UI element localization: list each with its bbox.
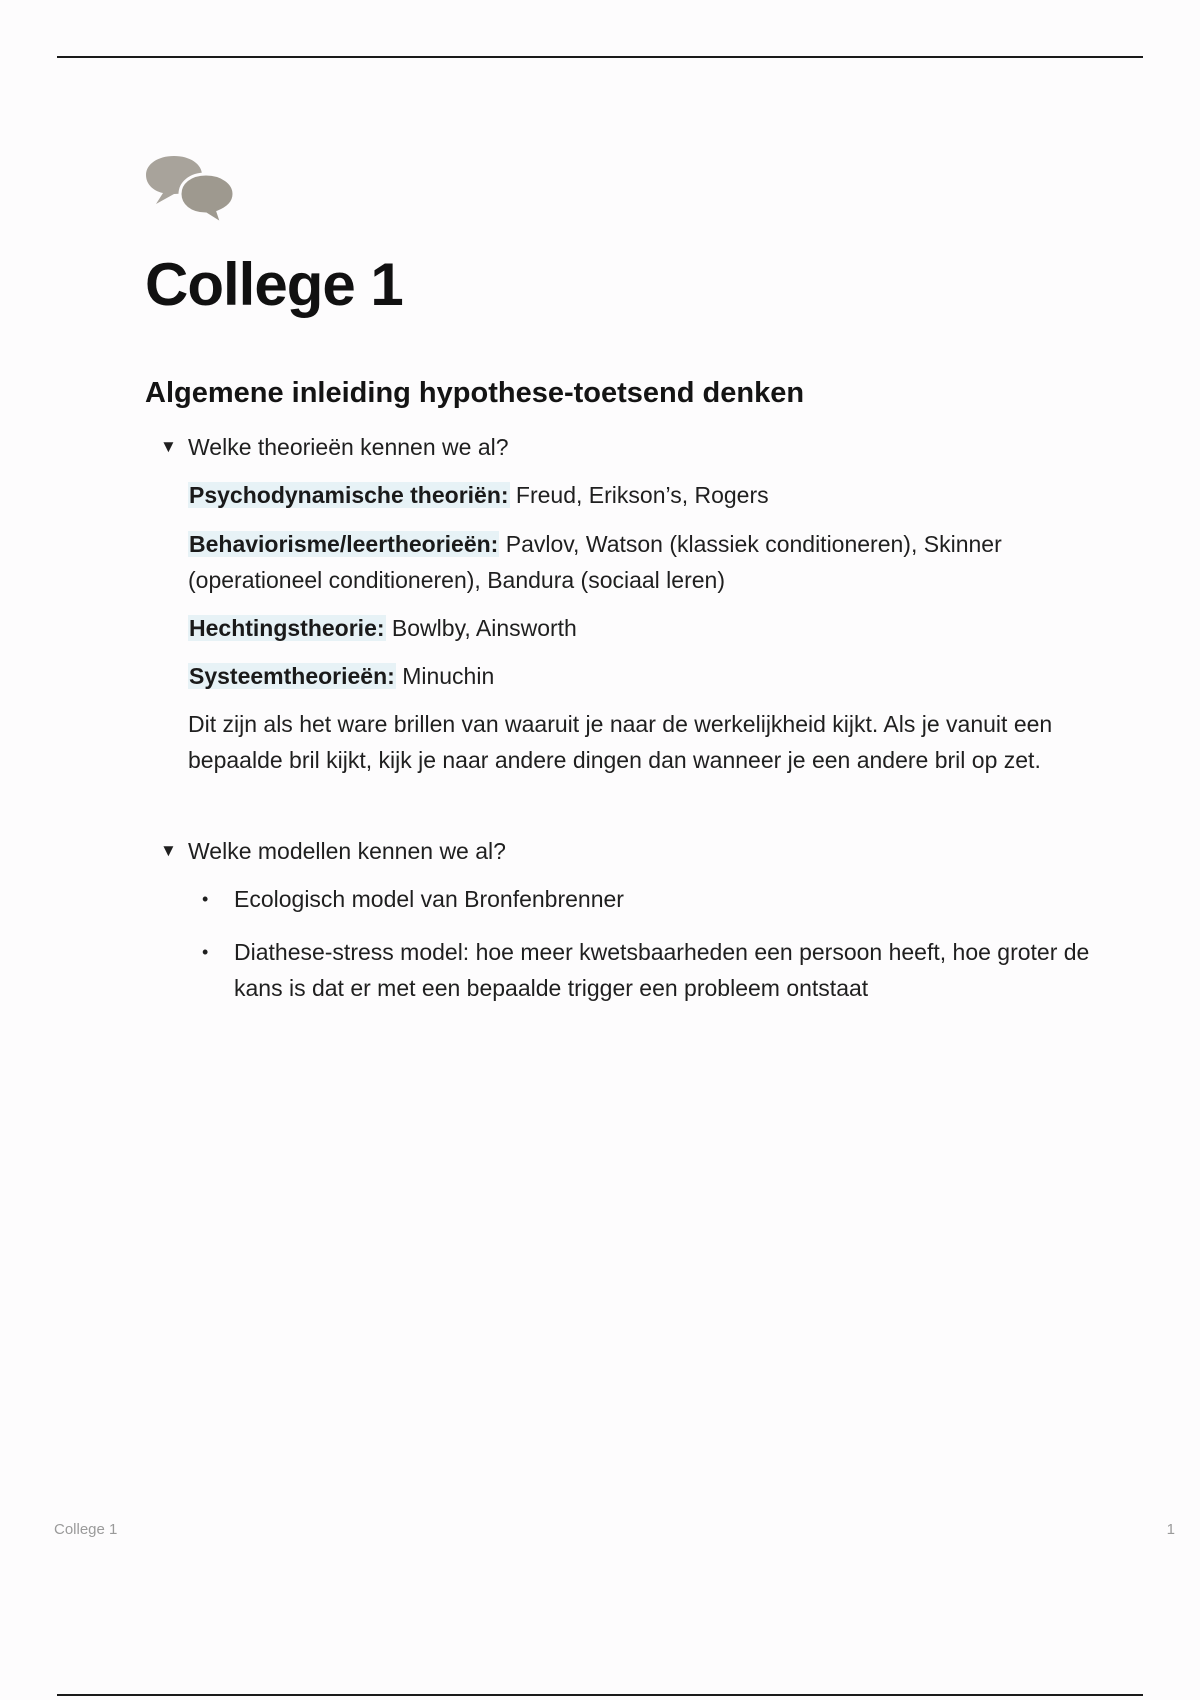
triangle-down-icon[interactable]: ▼	[160, 841, 177, 860]
top-rule	[57, 56, 1143, 58]
theory-term: Hechtingstheorie:	[189, 615, 385, 641]
theory-item	[188, 477, 1118, 513]
section-heading: Algemene inleiding hypothese-toetsend denken	[145, 377, 805, 409]
toggle-label: Welke modellen kennen we al?	[188, 838, 506, 864]
list-item-text: Diathese-stress model: hoe meer kwetsbaarheden een persoon heeft, hoe groter de kans is dat er met een bepaalde trigger een probleem ontstaat	[234, 939, 1090, 1001]
theory-note: Dit zijn als het ware brillen van waaruit je naar de werkelijkheid kijkt. Als je vanuit een bepaalde bril kijkt, kijk je naar andere dingen dan wanneer je een andere bril op zet.	[188, 711, 1053, 773]
list-item	[200, 934, 1100, 1006]
page-number: 1	[1166, 1521, 1175, 1538]
toggle-models[interactable]	[160, 833, 506, 869]
theory-text: Bowlby, Ainsworth	[385, 615, 577, 641]
speech-balloons-icon	[144, 154, 236, 226]
theory-term: Psychodynamische theoriën:	[189, 482, 509, 508]
list-item	[200, 881, 1100, 917]
theory-item	[188, 526, 1118, 598]
theory-text: Minuchin	[395, 663, 495, 689]
theory-item	[188, 658, 1118, 694]
toggle-theories[interactable]	[160, 429, 509, 465]
bullet-icon: •	[202, 942, 209, 962]
theory-item	[188, 610, 1118, 646]
theory-text: Freud, Erikson’s, Rogers	[509, 482, 769, 508]
theory-term: Systeemtheorieën:	[189, 663, 395, 689]
list-item-text: Ecologisch model van Bronfenbrenner	[234, 886, 624, 912]
toggle-label: Welke theorieën kennen we al?	[188, 434, 509, 460]
footer-title: College 1	[54, 1521, 118, 1538]
bottom-rule	[57, 1694, 1143, 1696]
page-title: College 1	[145, 251, 403, 318]
theory-term: Behaviorisme/leertheorieën:	[189, 531, 499, 557]
bullet-icon: •	[202, 889, 209, 909]
triangle-down-icon[interactable]: ▼	[160, 437, 177, 456]
theory-text: Pavlov, Watson (klassiek conditioneren), Skinner (operationeel conditioneren), Bandura (sociaal leren)	[188, 531, 1002, 593]
